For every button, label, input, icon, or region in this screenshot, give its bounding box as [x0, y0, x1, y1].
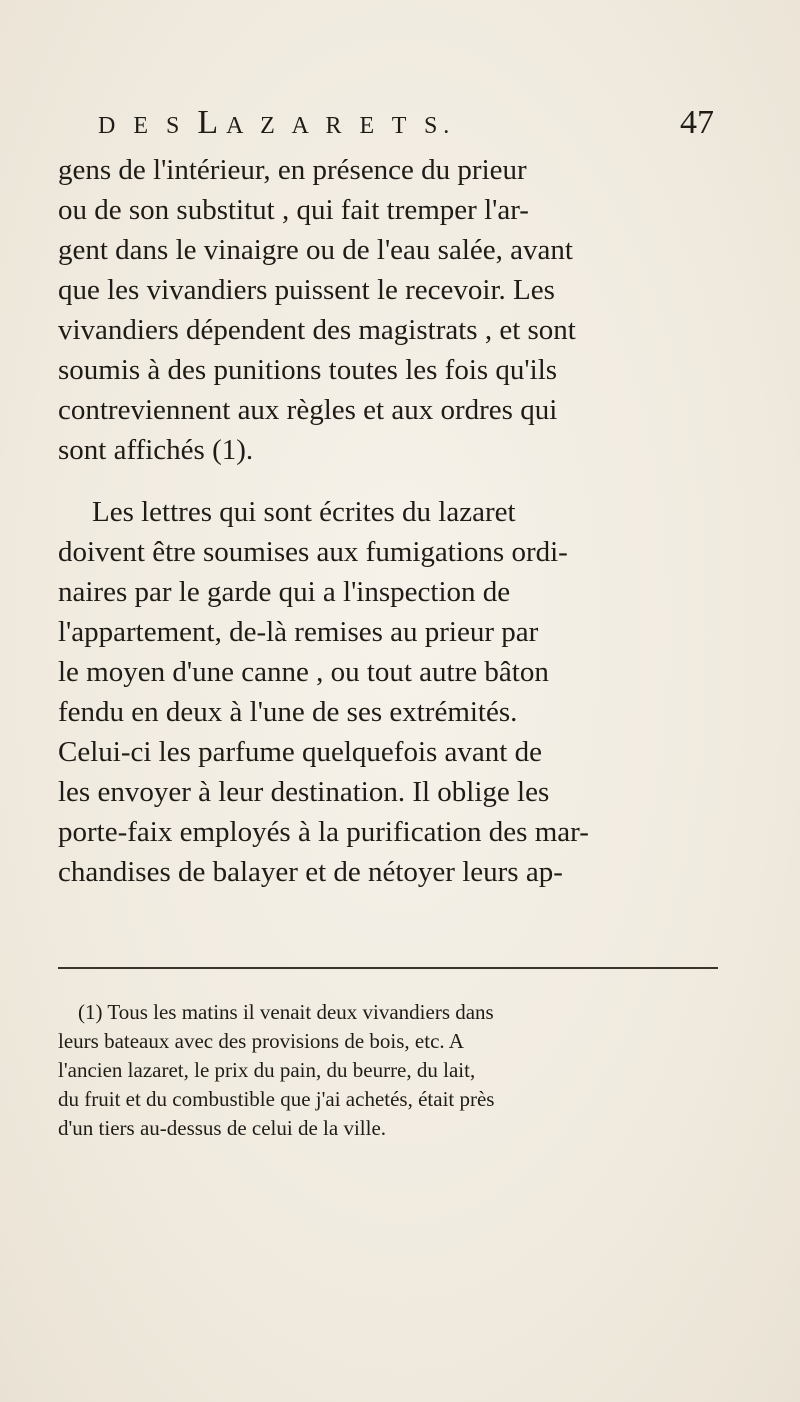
text-line: gens de l'intérieur, en présence du prieur — [58, 154, 527, 186]
footnote — [58, 998, 738, 1143]
text-line: sont affichés (1). — [58, 434, 254, 466]
running-title-cap: L — [197, 104, 227, 141]
footnote-line: l'ancien lazaret, le prix du pain, du beurre, du lait, — [58, 1058, 476, 1082]
text-line: Celui-ci les parfume quelquefois avant de — [58, 736, 542, 768]
text-line: ou de son substitut , qui fait tremper l'ar- — [58, 194, 529, 226]
text-line: le moyen d'une canne , ou tout autre bâton — [58, 656, 549, 688]
text-line: que les vivandiers puissent le recevoir. Les — [58, 274, 555, 306]
page-number: 47 — [680, 104, 714, 141]
text-line: fendu en deux à l'une de ses extrémités. — [58, 696, 518, 728]
running-title — [98, 104, 455, 142]
text-line: naires par le garde qui a l'inspection de — [58, 576, 511, 608]
body-text — [58, 150, 738, 892]
text-line: gent dans le vinaigre ou de l'eau salée, avant — [58, 234, 573, 266]
text-line: l'appartement, de-là remises au prieur par — [58, 616, 539, 648]
text-line: soumis à des punitions toutes les fois qu'ils — [58, 354, 558, 386]
text-line: doivent être soumises aux fumigations ordi- — [58, 536, 568, 568]
paragraph-gap — [58, 470, 738, 492]
running-title-first: D E S — [98, 113, 186, 139]
footnote-line: (1) Tous les matins il venait deux vivandiers dans — [78, 1000, 494, 1024]
running-title-rest: A Z A R E T S. — [226, 113, 456, 139]
text-line: Les lettres qui sont écrites du lazaret — [92, 496, 516, 528]
footnote-line: leurs bateaux avec des provisions de bois, etc. A — [58, 1029, 464, 1053]
text-line: vivandiers dépendent des magistrats , et sont — [58, 314, 576, 346]
text-line: porte-faix employés à la purification des mar- — [58, 816, 589, 848]
footnote-line: du fruit et du combustible que j'ai achetés, était près — [58, 1087, 495, 1111]
footnote-divider — [58, 967, 718, 969]
footnote-line: d'un tiers au-dessus de celui de la ville. — [58, 1116, 387, 1140]
text-line: chandises de balayer et de nétoyer leurs ap- — [58, 856, 563, 888]
page-header — [84, 104, 714, 154]
text-line: contreviennent aux règles et aux ordres qui — [58, 394, 558, 426]
text-line: les envoyer à leur destination. Il oblige les — [58, 776, 550, 808]
